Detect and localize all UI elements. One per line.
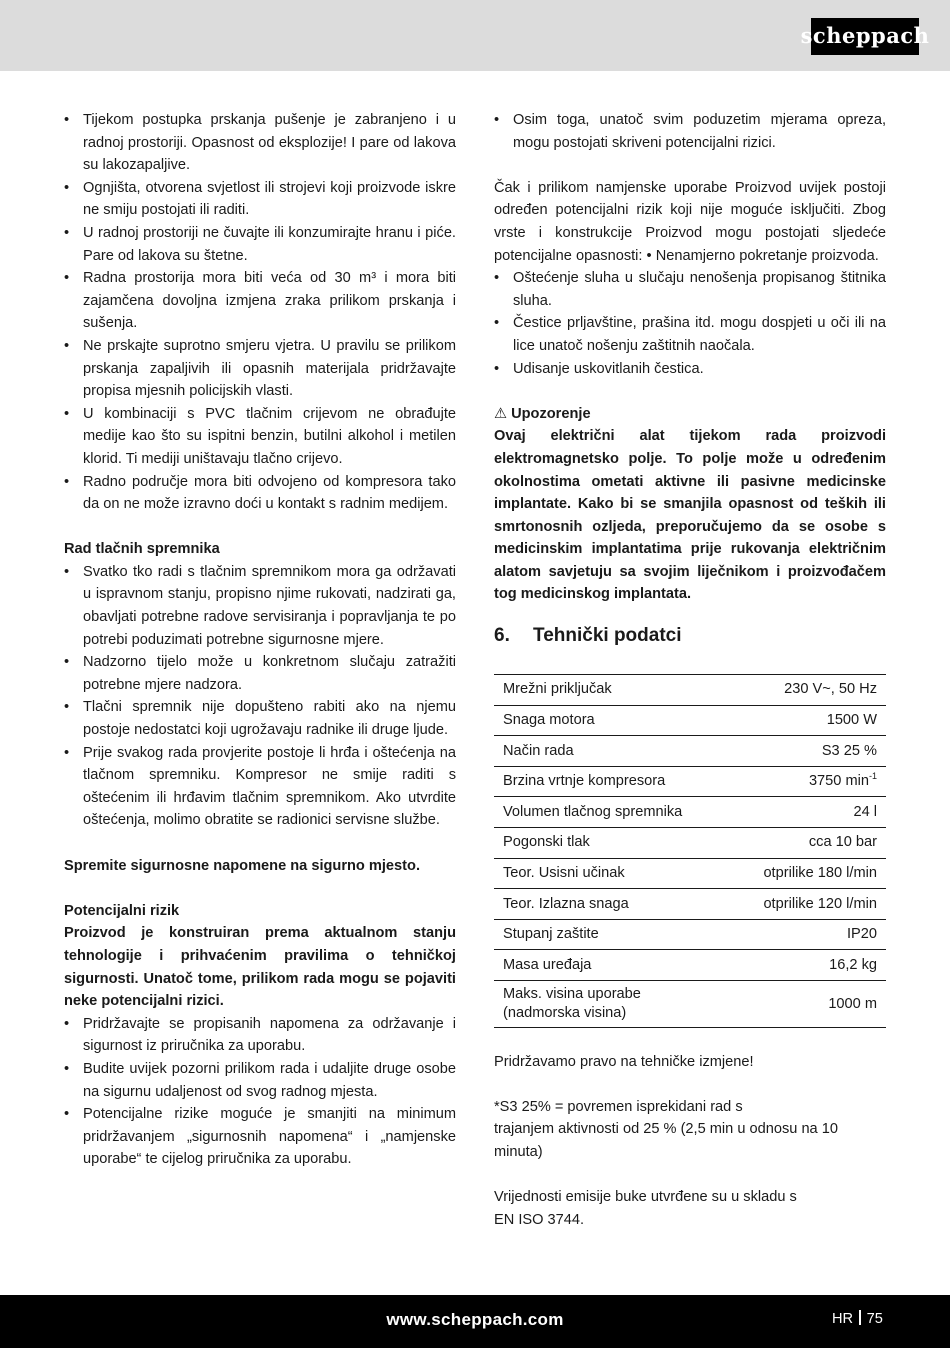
list-item: • Nadzorno tijelo može u konkretnom slučaju zatražiti potrebne mjere nadzora. <box>64 651 456 696</box>
section-number: 6. <box>494 625 510 647</box>
table-row <box>494 828 886 859</box>
spec-value: 230 V~, 50 Hz <box>784 681 877 698</box>
residual-risk-paragraph: Čak i prilikom namjenske uporabe Proizvod uvijek postoji određen potencijalni rizik koji nije moguće isključiti. Zbog vrste i konstrukcije Proizvod mogu postojati sljedeće potencijalne opasnosti: • Nenamjerno pokretanje proizvoda. <box>494 179 886 264</box>
spec-label <box>494 981 729 1028</box>
right-column <box>494 109 886 1231</box>
risk-list <box>64 1013 456 1171</box>
spec-value: S3 25 % <box>821 742 877 759</box>
list-item: • Potencijalne rizike moguće je smanjiti na minimum pridržavanjem „sigurnosnih napomena“ i „namjenske uporabe“ te cijelog priručnika za uporabu. <box>64 1103 456 1171</box>
list-item: • U kombinaciji s PVC tlačnim crijevom ne obrađujte medije kao što su ispitni benzin, butilni alkohol i metilen klorid. Ti mediji uništavaju tlačno crijevo. <box>64 403 456 471</box>
list-item: • Ognjišta, otvorena svjetlost ili strojevi koji proizvode iskre ne smiju postojati ili raditi. <box>64 177 456 222</box>
spec-label-line: (nadmorska visina) <box>503 1005 627 1021</box>
hidden-risk-list <box>494 109 886 154</box>
residual-risk-list <box>494 267 886 380</box>
spec-value: 24 l <box>853 803 877 820</box>
list-item: • Oštećenje sluha u slučaju nenošenja propisanog štitnika sluha. <box>494 267 886 312</box>
left-column <box>64 109 456 1171</box>
spec-label: Teor. Usisni učinak <box>503 864 625 881</box>
risk-heading: Potencijalni rizik <box>64 902 180 919</box>
table-row <box>494 705 886 736</box>
list-item: • Udisanje uskovitlanih čestica. <box>494 358 886 381</box>
rights-note: Pridržavamo pravo na tehničke izmjene! <box>494 1053 754 1070</box>
spec-label: Volumen tlačnog spremnika <box>503 803 683 820</box>
spec-value: otprilike 180 l/min <box>763 864 877 881</box>
spec-value: otprilike 120 l/min <box>763 895 877 912</box>
brand-logo: scheppach <box>811 18 919 55</box>
list-item: • Svatko tko radi s tlačnim spremnikom mora ga održavati u ispravnom stanju, propisno njime rukovati, nadzirati ga, obavljati potrebne radove servisiranja i popravljanja te po potrebi poduzimati potrebne sigurnosne mjere. <box>64 561 456 651</box>
divider <box>859 1310 861 1325</box>
s3-note-line: *S3 25% = povremen isprekidani rad s <box>494 1098 743 1115</box>
language-code: HR <box>832 1311 854 1327</box>
list-item: • Pridržavajte se propisanih napomena za održavanje i sigurnost iz priručnika za uporabu. <box>64 1013 456 1058</box>
spec-value: 1500 W <box>826 711 877 728</box>
spec-label: Pogonski tlak <box>503 834 590 851</box>
footer-website-link[interactable]: www.scheppach.com <box>386 1310 564 1329</box>
table-row <box>494 858 886 889</box>
spec-value: 16,2 kg <box>829 956 877 973</box>
spec-value-exponent: -1 <box>868 771 877 782</box>
table-row <box>494 766 886 797</box>
spec-label: Stupanj zaštite <box>503 926 599 943</box>
tank-heading: Rad tlačnih spremnika <box>64 541 220 558</box>
spray-safety-list <box>64 109 456 516</box>
list-item: • Ne prskajte suprotno smjeru vjetra. U pravilu se prilikom prskanja zapaljivih ili opasnih materijala pridržavajte propisa mjesnih policijskih vlasti. <box>64 335 456 403</box>
technical-data-table <box>494 674 886 1028</box>
list-item: • U radnoj prostoriji ne čuvajte ili konzumirajte hranu i piće. Pare od lakova su štetne. <box>64 222 456 267</box>
list-item: • Radno područje mora biti odvojeno od kompresora tako da on ne može izravno doći u kontakt s radnim medijem. <box>64 471 456 516</box>
noise-note-line: Vrijednosti emisije buke utvrđene su u skladu s <box>494 1189 797 1206</box>
warning-title: Upozorenje <box>511 405 591 422</box>
spec-label: Način rada <box>503 742 574 759</box>
spec-value: IP20 <box>846 926 877 943</box>
spec-label: Teor. Izlazna snaga <box>503 895 629 912</box>
warning-icon: ⚠ <box>494 405 508 422</box>
warning-heading <box>494 403 886 426</box>
risk-intro: Proizvod je konstruiran prema aktualnom stanju tehnologije i prihvaćenim pravilima o tehničkoj sigurnosti. Unatoč tome, prilikom rada mogu se pojaviti neke potencijalni rizici. <box>64 925 456 1010</box>
s3-note-line: trajanjem aktivnosti od 25 % (2,5 min u odnosu na 10 minuta) <box>494 1121 838 1160</box>
table-row <box>494 736 886 767</box>
list-item: • Radna prostorija mora biti veća od 30 m³ i mora biti zajamčena dovoljna izmjena zraka prilikom prskanja i sušenja. <box>64 267 456 335</box>
table-row <box>494 950 886 981</box>
table-row <box>494 889 886 920</box>
spec-value <box>729 766 886 797</box>
list-item: • Budite uvijek pozorni prilikom rada i udaljite druge osobe na sigurnu udaljenost od svog radnog mjesta. <box>64 1058 456 1103</box>
list-item: • Prije svakog rada provjerite postoje li hrđa i oštećenja na tlačnom spremniku. Kompresor ne smije raditi s oštećenim ili hrđavim tlačnim spremnikom. Ako utvrdite oštećenja, molimo obratite se radionici servisne službe. <box>64 742 456 832</box>
spec-label: Masa uređaja <box>503 956 592 973</box>
page-number: 75 <box>866 1311 883 1327</box>
footer-page-indicator <box>832 1295 883 1344</box>
table-row <box>494 797 886 828</box>
list-item: • Tlačni spremnik nije dopušteno rabiti ako na njemu postoje nedostatci koji ugrožavaju radnike ili druge ljude. <box>64 696 456 741</box>
list-item: • Osim toga, unatoč svim poduzetim mjerama opreza, mogu postojati skriveni potencijalni rizici. <box>494 109 886 154</box>
spec-label: Brzina vrtnje kompresora <box>503 773 666 790</box>
section-title: Tehnički podatci <box>533 625 682 647</box>
table-row <box>494 919 886 950</box>
table-row <box>494 675 886 706</box>
spec-label: Mrežni priključak <box>503 681 612 698</box>
spec-label-line: Maks. visina uporabe <box>503 986 641 1002</box>
spec-value: 1000 m <box>828 995 877 1012</box>
warning-text: Ovaj električni alat tijekom rada proizvodi elektromagnetsko polje. To polje može u određenim okolnostima ometati aktivne ili pasivne medicinske implantate. Kako bi se smanjila opasnost od teških ili smrtonosnih ozljeda, preporučujemo da se osobe s medicinskim implantatima prije rukovanja električnim alatom savjetuju sa svojim liječnikom i proizvođačem tog medicinskog implantata. <box>494 428 886 603</box>
spec-label: Snaga motora <box>503 711 595 728</box>
list-item: • Tijekom postupka prskanja pušenje je zabranjeno i u radnoj prostoriji. Opasnost od eksplozije! I pare od lakova su lakozapaljive. <box>64 109 456 177</box>
store-notice: Spremite sigurnosne napomene na sigurno mjesto. <box>64 857 420 874</box>
list-item: • Čestice prljavštine, prašina itd. mogu dospjeti u oči ili na lice unatoč nošenju zaštitnih naočala. <box>494 312 886 357</box>
spec-value-text: 3750 min <box>808 773 869 790</box>
noise-note-line: EN ISO 3744. <box>494 1211 585 1228</box>
spec-value: cca 10 bar <box>808 834 877 851</box>
section-heading <box>494 624 886 648</box>
tank-list <box>64 561 456 832</box>
table-row <box>494 981 886 1028</box>
